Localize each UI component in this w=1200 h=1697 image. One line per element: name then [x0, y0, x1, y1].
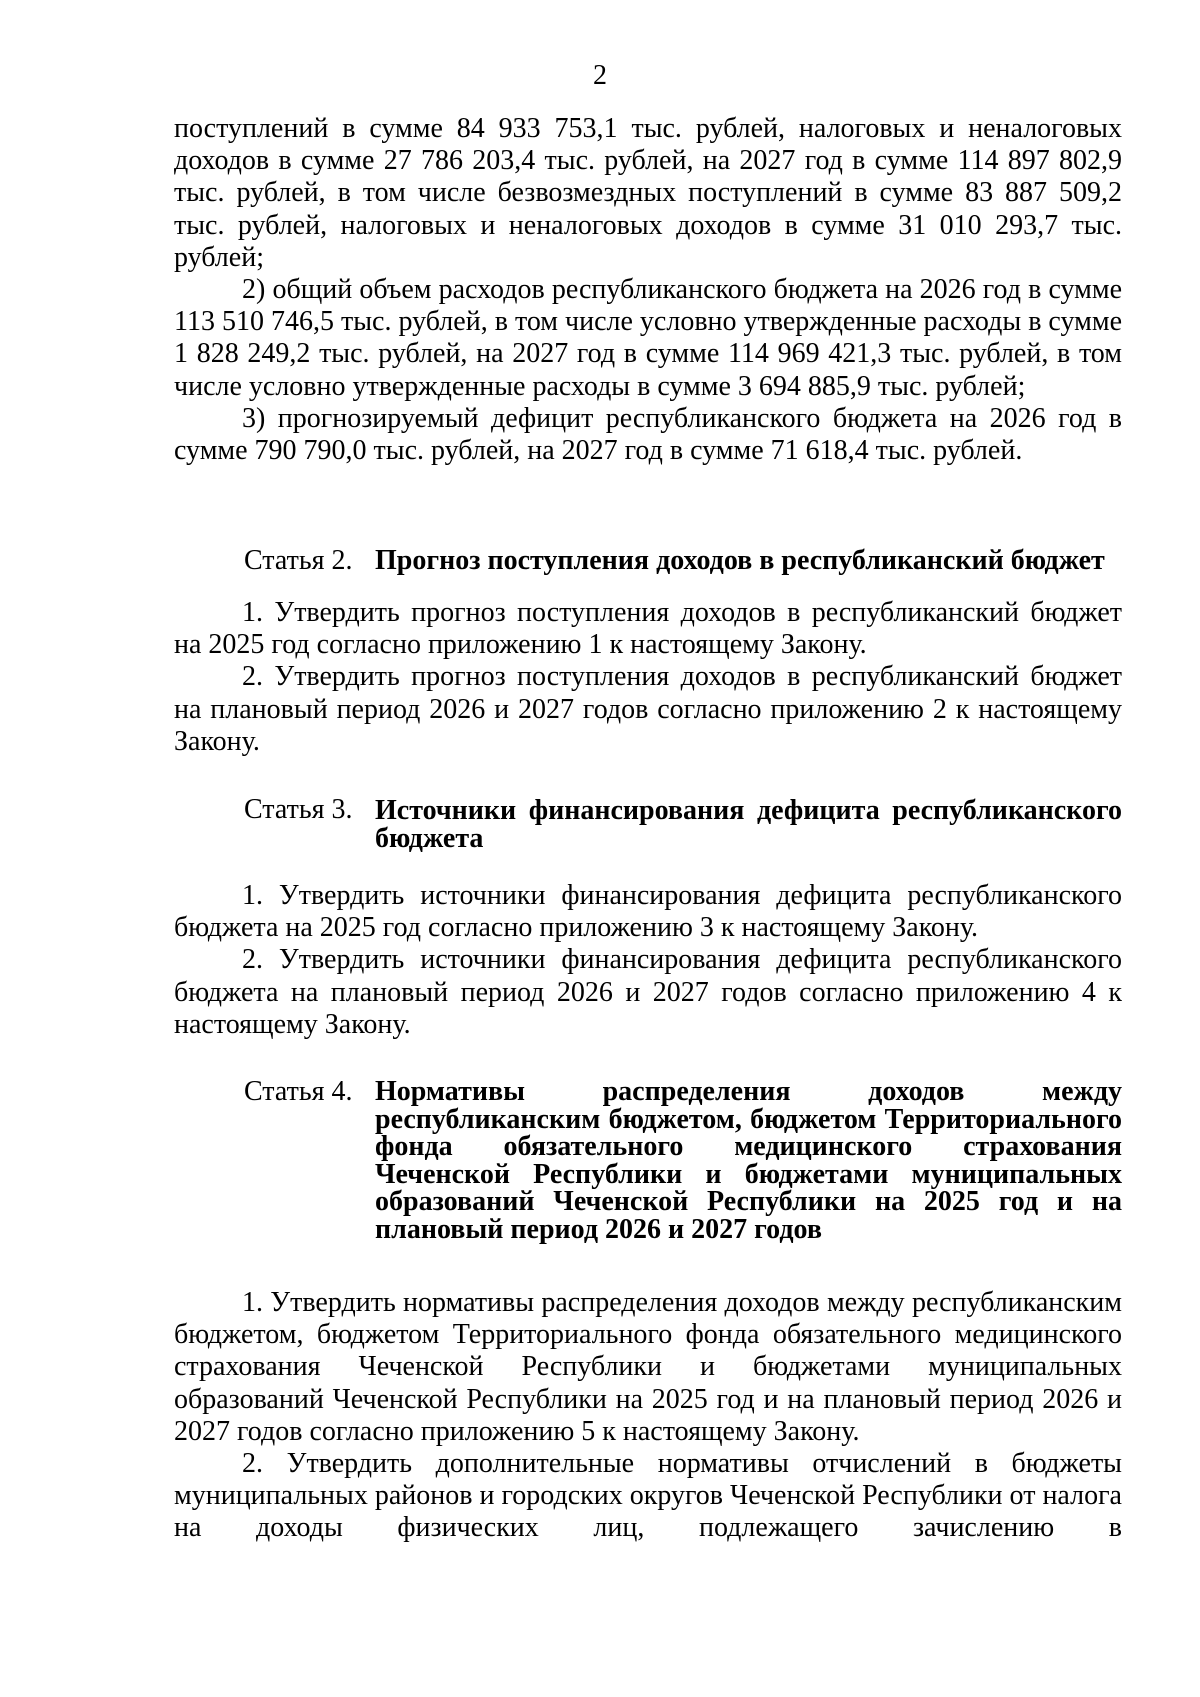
article-3-title: Источники финансирования дефицита республиканского бюджета [375, 795, 1122, 854]
intro-section [174, 113, 1122, 467]
intro-item-2: 2) общий объем расходов республиканского бюджета на 2026 год в сумме 113 510 746,5 тыс. рублей, в том числе условно утвержденные расходы в сумме 1 828 249,2 тыс. рублей, на 2027 год в сумме 114 969 421,3 тыс. рублей, в том числе условно утвержденные расходы в сумме 3 694 885,9 тыс. рублей; [174, 274, 1122, 402]
article-4-paragraph-1: 1. Утвердить нормативы распределения доходов между республиканским бюджетом, бюджетом Территориального фонда обязательного медицинского страхования Чеченской Республики и бюджетами муниципальных образований Чеченской Республики на 2025 год и на плановый период 2026 и 2027 годов согласно приложению 5 к настоящему Закону. [174, 1287, 1122, 1447]
article-2-body [174, 597, 1122, 758]
article-2-paragraph-1: 1. Утвердить прогноз поступления доходов в республиканский бюджет на 2025 год согласно приложению 1 к настоящему Закону. [174, 597, 1122, 661]
article-4-label: Статья 4. [244, 1076, 353, 1107]
article-2-label: Статья 2. [244, 545, 353, 576]
article-3-body [174, 880, 1122, 1041]
intro-continuation-paragraph: поступлений в сумме 84 933 753,1 тыс. рублей, налоговых и неналоговых доходов в сумме 27 786 203,4 тыс. рублей, на 2027 год в сумме 114 897 802,9 тыс. рублей, в том числе безвозмездных поступлений в сумме 83 887 509,2 тыс. рублей, налоговых и неналоговых доходов в сумме 31 010 293,7 тыс. рублей; [174, 113, 1122, 273]
article-3-paragraph-2: 2. Утвердить источники финансирования дефицита республиканского бюджета на плановый период 2026 и 2027 годов согласно приложению 4 к настоящему Закону. [174, 944, 1122, 1040]
page-number: 2 [593, 60, 607, 91]
article-4-paragraph-2: 2. Утвердить дополнительные нормативы отчислений в бюджеты муниципальных районов и городских округов Чеченской Республики от налога на доходы физических лиц, подлежащего зачислению в [174, 1448, 1122, 1544]
article-4-title: Нормативы распределения доходов между республиканским бюджетом, бюджетом Территориального фонда обязательного медицинского страхования Чеченской Республики и бюджетами муниципальных образований Чеченской Республики на 2025 год и на плановый период 2026 и 2027 годов [375, 1076, 1122, 1245]
article-4-body [174, 1287, 1122, 1545]
article-2-title: Прогноз поступления доходов в республиканский бюджет [375, 545, 1105, 576]
intro-item-3: 3) прогнозируемый дефицит республиканского бюджета на 2026 год в сумме 790 790,0 тыс. рублей, на 2027 год в сумме 71 618,4 тыс. рублей. [174, 402, 1122, 467]
article-3-label: Статья 3. [244, 794, 353, 825]
article-3-paragraph-1: 1. Утвердить источники финансирования дефицита республиканского бюджета на 2025 год согласно приложению 3 к настоящему Закону. [174, 880, 1122, 944]
article-2-paragraph-2: 2. Утвердить прогноз поступления доходов в республиканский бюджет на плановый период 2026 и 2027 годов согласно приложению 2 к настоящему Закону. [174, 661, 1122, 757]
